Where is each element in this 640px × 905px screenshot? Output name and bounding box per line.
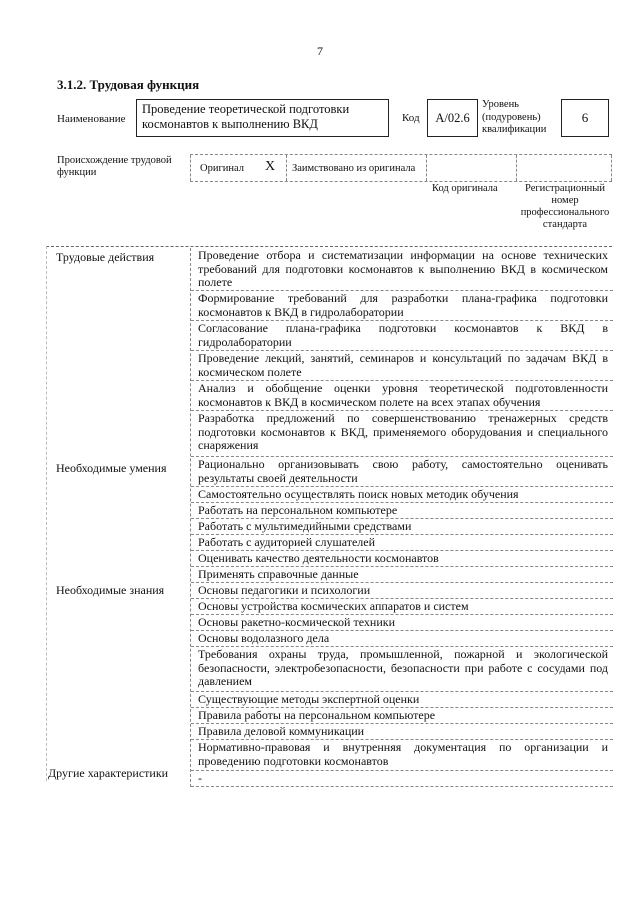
table-row: Правила деловой коммуникации — [191, 724, 613, 740]
code-original-label: Код оригинала — [432, 183, 498, 194]
table-row: Самостоятельно осуществлять поиск новых методик обучения — [191, 487, 613, 503]
table-row: Согласование плана-графика подготовки космонавтов к ВКД в гидролаборатории — [191, 321, 613, 351]
origin-label: Происхождение трудовой функции — [57, 155, 172, 178]
table-row: Разработка предложений по совершенствованию тренажерных средств подготовки космонавтов к ВКД, применяемого оборудования и специального снаряжения — [191, 411, 613, 457]
table-row: Работать с мультимедийными средствами — [191, 519, 613, 535]
table-row: Применять справочные данные — [191, 567, 613, 583]
knowledge-label: Необходимые знания — [56, 583, 165, 597]
code-box: А/02.6 — [427, 99, 478, 137]
table-row: Основы педагогики и психологии — [191, 583, 613, 599]
level-box: 6 — [561, 99, 609, 137]
table-row: Правила работы на персональном компьютере — [191, 708, 613, 724]
actions-label: Трудовые действия — [56, 250, 155, 264]
borrowed-label: Заимствовано из оригинала — [292, 163, 416, 174]
level-label: Уровень (подуровень) квалификации — [482, 99, 547, 135]
table-row: Работать с аудиторией слушателей — [191, 535, 613, 551]
table-row: Существующие методы экспертной оценки — [191, 692, 613, 708]
reg-number-label: Регистрационный номер профессионального стандарта — [520, 183, 610, 230]
table-row: Требования охраны труда, промышленной, пожарной и экологической безопасности, электробезопасности, безопасности при работе с сосудами под давлением — [191, 647, 613, 692]
table-row: Проведение отбора и систематизации информации на основе технических требований для подготовки космонавтов к выполнению ВКД в космическом полете — [191, 248, 613, 291]
table-row: Оценивать качество деятельности космонавтов — [191, 551, 613, 567]
function-name-box: Проведение теоретической подготовки космонавтов к выполнению ВКД — [136, 99, 389, 137]
table-row: Анализ и обобщение оценки уровня теоретической подготовленности космонавтов к ВКД в космическом полете на всех этапах обучения — [191, 381, 613, 411]
page-number: 7 — [317, 44, 323, 58]
section-title: 3.1.2. Трудовая функция — [57, 77, 200, 92]
table-row: Нормативно-правовая и внутренняя документация по организации и проведению подготовки космонавтов — [191, 740, 613, 771]
skills-label: Необходимые умения — [56, 461, 167, 475]
original-label: Оригинал — [200, 163, 244, 174]
table-row: Основы водолазного дела — [191, 631, 613, 647]
table-content — [190, 248, 613, 787]
table-left-line — [46, 246, 47, 781]
table-row: Рационально организовывать свою работу, самостоятельно оценивать результаты своей деятельности — [191, 457, 613, 487]
table-row: - — [191, 771, 613, 787]
table-row: Формирование требований для разработки плана-графика подготовки космонавтов к ВКД в гидролаборатории — [191, 291, 613, 321]
table-row: Проведение лекций, занятий, семинаров и консультаций по задачам ВКД в космическом полете — [191, 351, 613, 381]
other-label: Другие характеристики — [48, 766, 169, 780]
table-top-line — [46, 246, 612, 247]
original-mark: X — [265, 159, 276, 174]
table-row: Основы устройства космических аппаратов и систем — [191, 599, 613, 615]
code-label: Код — [402, 112, 420, 124]
name-label: Наименование — [57, 113, 126, 125]
table-row: Работать на персональном компьютере — [191, 503, 613, 519]
table-row: Основы ракетно-космической техники — [191, 615, 613, 631]
